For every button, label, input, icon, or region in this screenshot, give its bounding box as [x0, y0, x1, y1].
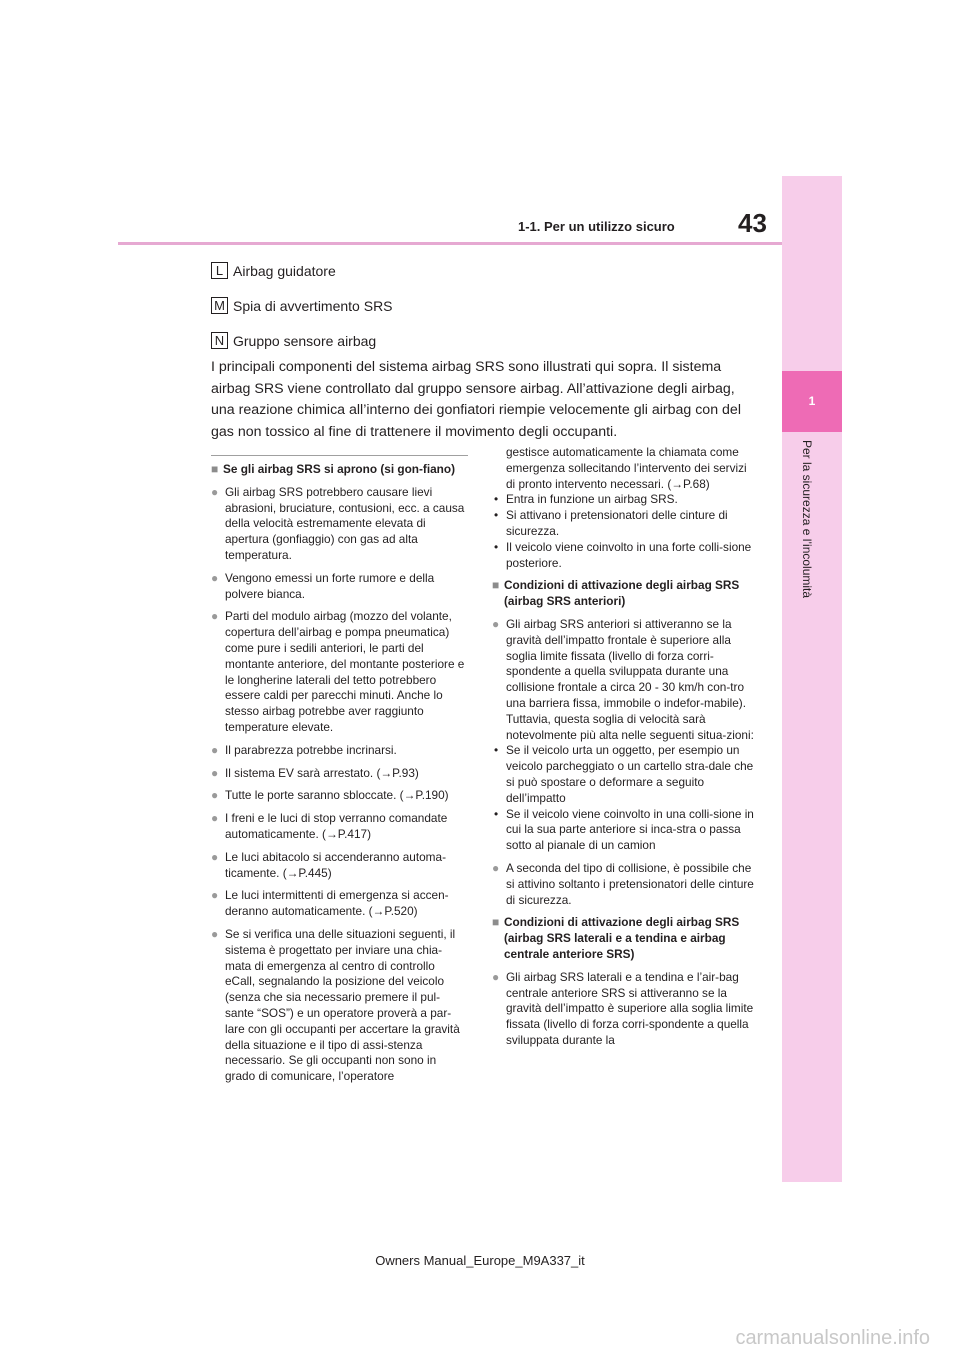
- list-item: ● Vengono emessi un forte rumore e della polvere bianca.: [211, 570, 435, 601]
- callout-m: [211, 297, 393, 314]
- list-item: ● Gli airbag SRS anteriori si attiveranno se la gravità dell’impatto frontale è superiore alla soglia limite fissata (livello di forza corri-spondente a quella sviluppata durante una collisione frontale a circa 20 - 30 km/h con-tro una barriera fissa, immobile o indefor-mabile).: [492, 616, 746, 710]
- square-bullet-icon: ■: [211, 462, 219, 476]
- section-divider: [211, 455, 468, 456]
- list-item: • Entra in funzione un airbag SRS.: [494, 492, 678, 507]
- circle-bullet-icon: ●: [211, 926, 219, 941]
- circle-bullet-icon: ●: [492, 860, 500, 875]
- condition-list: [492, 743, 754, 854]
- page-number: 43: [738, 208, 767, 238]
- square-bullet-icon: ■: [492, 915, 500, 930]
- continuation-list: [492, 492, 754, 571]
- section-heading: ■ Condizioni di attivazione degli airbag SRS (airbag SRS anteriori): [492, 578, 740, 609]
- left-column: [211, 462, 466, 1092]
- list-item: ● A seconda del tipo di collisione, è possibile che si attivino soltanto i pretensionatori delle cinture di sicurezza.: [492, 860, 754, 907]
- list-item: • Il veicolo viene coinvolto in una forte colli-sione posteriore.: [494, 539, 752, 570]
- circle-bullet-icon: ●: [211, 888, 219, 903]
- chapter-number: 1: [808, 394, 816, 408]
- list-item: ● Parti del modulo airbag (mozzo del volante, copertura dell’airbag e pompa pneumatica) come pure i sedili anteriori, le parti del montante anteriore, del montante posteriore e le longherine laterali del tetto potrebbero essere caldi per parecchi minuti. Anche lo stesso airbag potrebbe aver raggiunto temperature elevate.: [211, 609, 465, 734]
- list-item: ● Il parabrezza potrebbe incrinarsi.: [211, 742, 397, 757]
- list-item: • Si attivano i pretensionatori delle cinture di sicurezza.: [494, 508, 728, 538]
- square-bullet-icon: ■: [492, 578, 500, 593]
- circle-bullet-icon: ●: [211, 484, 219, 499]
- header-divider: [118, 242, 782, 245]
- right-column: [492, 445, 754, 1056]
- list-item: ● Il sistema EV sarà arrestato. (→P.93): [211, 765, 419, 780]
- section-title: 1-1. Per un utilizzo sicuro: [518, 219, 675, 234]
- list-item: ● Le luci abitacolo si accenderanno automa-ticamente. (→P.445): [211, 849, 447, 880]
- continuation-text: gestisce automaticamente la chiamata come emergenza sollecitando l’intervento dei servizi di pronto intervento necessari. (→P.68): [506, 445, 747, 491]
- callout-letter: M: [211, 297, 228, 314]
- circle-bullet-icon: ●: [211, 609, 219, 624]
- circle-bullet-icon: ●: [211, 811, 219, 826]
- circle-bullet-icon: ●: [492, 969, 500, 984]
- callout-letter: N: [211, 332, 228, 349]
- list-item: ● Gli airbag SRS potrebbero causare lievi abrasioni, bruciature, contusioni, ecc. a causa della velocità estremamente elevata di apertura (gonfiaggio) con gas ad alta temperatura.: [211, 484, 465, 562]
- intro-paragraph: I principali componenti del sistema airbag SRS sono illustrati qui sopra. Il sistema airbag SRS viene controllato dal gruppo sensore airbag. All’attivazione degli airbag, una reazione chimica all’interno dei gonfiatori riempie velocemente gli airbag con del gas non tossico al fine di trattenere il movimento degli occupanti.: [211, 359, 741, 440]
- watermark: carmanualsonline.info: [735, 1327, 930, 1349]
- list-item: ● Se si verifica una delle situazioni seguenti, il sistema è progettato per inviare una chia-mata di emergenza al centro di controllo eCall, segnalando la posizione del veicolo (senza che sia necessario premere il pul-sante “SOS”) e un operatore proverà a par-lare con gli occupanti per accertare la gravità della situazione e il tipo di assi-stenza necessario. Se gli occupanti non sono in grado di comunicare, l’operatore: [211, 926, 460, 1084]
- circle-bullet-icon: ●: [211, 742, 219, 757]
- list-item: ● I freni e le luci di stop verranno comandate automaticamente. (→P.417): [211, 811, 448, 841]
- circle-bullet-icon: ●: [211, 788, 219, 803]
- circle-bullet-icon: ●: [492, 616, 500, 631]
- callout-text: Spia di avvertimento SRS: [233, 297, 393, 314]
- circle-bullet-icon: ●: [211, 849, 219, 864]
- continuation-text: Tuttavia, questa soglia di velocità sarà notevolmente più alta nelle seguenti situa-zioni:: [506, 711, 754, 742]
- list-item: ● Tutte le porte saranno sbloccate. (→P.190): [211, 788, 449, 803]
- callout-l: [211, 262, 336, 279]
- callout-n: [211, 332, 376, 349]
- list-item: • Se il veicolo viene coinvolto in una colli-sione in cui la sua parte anteriore si inca-stra o passa sotto al pianale di un camion: [494, 806, 754, 853]
- callout-letter: L: [211, 262, 228, 279]
- list-item: ● Le luci intermittenti di emergenza si accen-deranno automaticamente. (→P.520): [211, 888, 449, 919]
- circle-bullet-icon: ●: [211, 570, 219, 585]
- section-heading: [211, 462, 466, 478]
- list-item: • Se il veicolo urta un oggetto, per esempio un veicolo parcheggiato o un cartello stra-dale che si può spostare o deformare a seguito dell’impatto: [494, 743, 754, 805]
- circle-bullet-icon: ●: [211, 765, 219, 780]
- chapter-title: Per la sicurezza e l’incolumità: [800, 440, 814, 599]
- list-item: ● Gli airbag SRS laterali e a tendina e l’air-bag centrale anteriore SRS si attiveranno se la gravità dell’impatto è superiore alla soglia limite fissata (livello di forza corri-spondente a quella sviluppata durante la: [492, 969, 754, 1047]
- heading-text: Se gli airbag SRS si aprono (si gon-fiano): [223, 462, 456, 476]
- section-heading: ■ Condizioni di attivazione degli airbag SRS (airbag SRS laterali e a tendina e airbag centrale anteriore SRS): [492, 915, 740, 961]
- callout-text: Airbag guidatore: [233, 262, 336, 279]
- footer-manual-id: Owners Manual_Europe_M9A337_it: [375, 1253, 585, 1268]
- callout-text: Gruppo sensore airbag: [233, 332, 377, 349]
- chapter-side-tab: [782, 176, 842, 1182]
